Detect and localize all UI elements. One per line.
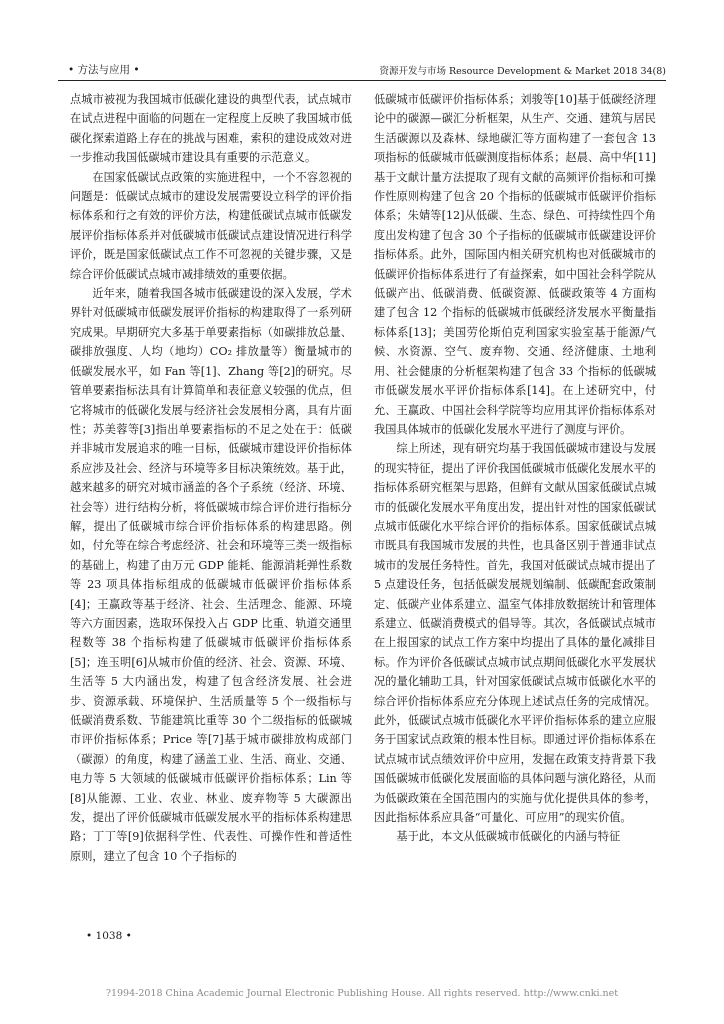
copyright-footer: ?1994-2018 China Academic Journal Electronic Publishing House. All rights reserved. http://www.cnki.net bbox=[105, 988, 619, 999]
paragraph: 基于此，本文从低碳城市低碳化的内涵与特征 bbox=[396, 830, 621, 844]
paragraph: 点城市被视为我国城市低碳化建设的典型代表，试点城市在试点进程中面临的问题在一定程度上反映了我国城市低碳化探索道路上存在的挑战与困难，索积的建设成效对进一步推动我国低碳城市建设具有重要的示范意义。 bbox=[70, 93, 352, 165]
paragraph: 在国家低碳试点政策的实施进程中，一个不容忽视的问题是：低碳试点城市的建设发展需要设立科学的评价指标体系和行之有效的评价方法，构建低碳试点城市低碳发展评价指标体系并对低碳城市低碳试点建设情况进行科学评价，既是国家低碳试点工作不可忽视的关键步骤，又是综合评价低碳试点城市减排绩效的重要依据。 bbox=[70, 170, 352, 281]
page-number: • 1038 • bbox=[86, 930, 132, 942]
section-label: • 方法与应用 • bbox=[68, 64, 140, 76]
left-column bbox=[70, 90, 352, 866]
running-header bbox=[58, 58, 666, 81]
paragraph: 综上所述，现有研究均基于我国低碳城市建设与发展的现实特征，提出了评价我国低碳城市低碳化发展水平的指标体系研究框架与思路，但鲜有文献从国家低碳试点城市的低碳化发展水平角度出发，提出针对性的国家低碳试点城市低碳化水平综合评价的指标体系。国家低碳试点城市既具有我国城市发展的共性，也具备区别于普通非试点城市的发展任务特性。首先，我国对低碳试点城市提出了 5 点建设任务，包括低碳发展规划编制、低碳配套政策制定、低碳产业体系建立、温室气体排放数据统计和管理体系建立、低碳消费模式的倡导等。其次，各低碳试点城市在上报国家的试点工作方案中均提出了具体的量化减排目标。作为评价各低碳试点城市试点期间低碳化水平发展状况的量化辅助工具，针对国家低碳试点城市低碳化水平的综合评价指标体系应充分体现上述试点任务的完成情况。此外，低碳试点城市低碳化水平评价指标体系的建立应服务于国家试点政策的根本性目标。即通过评价指标体系在试点城市试点绩效评价中应用，发掘在政策支持背景下我国低碳城市低碳化发展面临的具体问题与演化路径，从而为低碳政策在全国范围内的实施与优化提供具体的参考，因此指标体系应具备“可量化、可应用”的现实价值。 bbox=[374, 442, 656, 825]
paragraph: 低碳城市低碳评价指标体系；刘骏等[10]基于低碳经济理论中的碳源—碳汇分析框架，从生产、交通、建筑与居民生活碳源以及森林、绿地碳汇等方面构建了一套包含 13 项指标的低碳城市低碳测度指标体系；赵晨、高中华[11]基于文献计量方法提取了现有文献的高频评价指标和可操作性原则构建了包含 20 个指标的低碳城市低碳评价指标体系；朱婧等[12]从低碳、生态、绿色、可持续性四个角度出发构建了包含 30 个子指标的低碳城市低碳建设评价指标体系。此外，国际国内相关研究机构也对低碳城市的低碳评价指标体系进行了有益探索，如中国社会科学院从低碳产出、低碳消费、低碳资源、低碳政策等 4 方面构建了包含 12 个指标的低碳城市低碳经济发展水平衡量指标体系[13]；美国劳伦斯伯克利国家实验室基于能源/气候、水资源、空气、废弃物、交通、经济健康、土地利用、社会健康的分析框架构建了包含 33 个指标的低碳城市低碳发展水平评价指标体系[14]。在上述研究中，付允、王赢政、中国社会科学院等均应用其评价指标体系对我国具体城市的低碳化发展水平进行了测度与评价。 bbox=[374, 93, 656, 436]
journal-citation: 资源开发与市场 Resource Development & Market 2018 34(8) bbox=[379, 66, 666, 77]
paragraph: 近年来，随着我国各城市低碳建设的深入发展，学术界针对低碳城市低碳发展评价指标的构建取得了一系列研究成果。早期研究大多基于单要素指标（如碳排放总量、碳排放强度、人均（地均）CO₂ 排放量等）衡量城市的低碳发展水平，如 Fan 等[1]、Zhang 等[2]的研究。尽管单要素指标法具有计算简单和表征意义较强的优点，但它将城市的低碳化发展与经济社会发展相分离，具有片面性；苏美蓉等[3]指出单要素指标的不足之处在于：低碳并非城市发展追求的唯一目标，低碳城市建设评价指标体系应涉及社会、经济与环境等多目标决策统效。基于此，越来越多的研究对城市涵盖的各个子系统（经济、环境、社会等）进行结构分析，将低碳城市综合评价进行指标分解，提出了低碳城市综合评价指标体系的构建思路。例如，付允等在综合考虑经济、社会和环境等三类一级指标的基础上，构建了由万元 GDP 能耗、能源消耗弹性系数等 23 项具体指标组成的低碳城市低碳评价指标体系[4]；王赢政等基于经济、社会、生活理念、能源、环境等六方面因素，选取环保投入占 GDP 比重、轨道交通里程数等 38 个指标构建了低碳城市低碳评价指标体系[5]；连玉明[6]从城市价值的经济、社会、资源、环境、生活等 5 大内涵出发，构建了包含经济发展、社会进步、资源承载、环境保护、生活质量等 5 个一级指标与低碳消费系数、节能建筑比重等 30 个二级指标的低碳城市评价指标体系；Price 等[7]基于城市碳排放构成部门（碳源）的角度，构建了涵盖工业、生活、商业、交通、电力等 5 大领域的低碳城市低碳评价指标体系；Lin 等[8]从能源、工业、农业、林业、废弃物等 5 大碳源出发，提出了评价低碳城市低碳发展水平的指标体系构建思路；丁丁等[9]依据科学性、代表性、可操作性和普适性原则，建立了包含 10 个子指标的 bbox=[70, 287, 352, 863]
right-column bbox=[374, 90, 656, 847]
